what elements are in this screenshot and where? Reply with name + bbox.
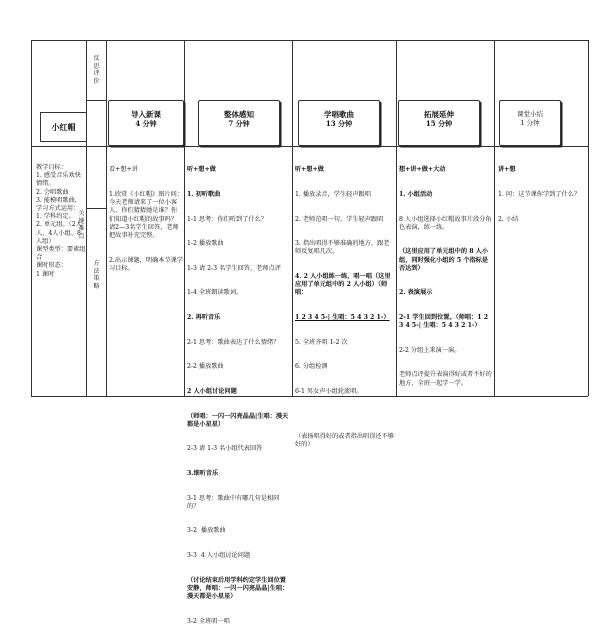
col1-step1: 1.欣赏《小红帽》图片问：今天老师请来了一位小客人，你们猜猜她是谁？你们知道小红帽的故事吗？请2—3名学生回答，老师把故事补充完整。: [109, 191, 183, 240]
phase-time: 1 分钟: [520, 119, 540, 127]
col4-step1a: 8 人小组选择小红帽故事片段分角色表演，练一练。: [399, 215, 492, 231]
left-col-divider: [86, 40, 87, 396]
phase-box-learn-song: [298, 100, 380, 146]
col2-step1a: 1-1 思考：你们听到了什么？: [187, 215, 267, 223]
phase-time: 13 分钟: [325, 119, 353, 128]
key-difficulty-label: 关键难点: [78, 210, 85, 240]
col4-step1b: （这里应用了单元组中的 8 人小组，同时强化小组的 5 个指标是否达到）: [399, 248, 489, 272]
spacer: [295, 413, 394, 417]
col4-divider: [396, 40, 397, 396]
col3-step-a: 1. 播放录音，学生轻声跟唱: [295, 191, 371, 199]
table-header-divider: [31, 146, 588, 147]
phase-title: 导入新课: [131, 110, 161, 119]
left-sub-divider-2: [86, 208, 106, 209]
col2-step1c: 1-3 请 2-3 名学生回答，老师点评: [187, 264, 281, 272]
col2-step2: 2. 再听音乐: [187, 314, 221, 322]
col3-step-h: （表扬唱得好的或者指出唱得还不够好的）: [295, 432, 394, 449]
col2-step3d: （讨论结束后用学科约定学生回位置安静，师唱：一闪一闪亮晶晶|生唱：漫天都是小星星）: [187, 576, 289, 600]
col1-divider: [106, 40, 107, 396]
col3-divider: [292, 40, 293, 396]
col2-step2c: 2 人小组讨论问题: [187, 387, 237, 395]
col5-step-a: 1. 问：这节课你学到了什么？: [498, 191, 581, 199]
col3-step-d2: 1 2 3 4 5-| 生唱：5 4 3 2 1-）: [295, 314, 390, 322]
phase-box-extension: [398, 100, 480, 146]
col2-step3b: 3-2 播放歌曲: [187, 527, 226, 535]
teaching-goals: 教学目标： 1. 感受音乐欢快情绪。 2. 会唱歌曲 3. 能模唱歌曲，学习方式运用： 1. 学科约定。 2. 单元组。（2人人、4人小组、8人组） 课型类型：要素组合 课时形态： 1 课时: [36, 164, 86, 278]
col2-step1: 1. 初听歌曲: [187, 191, 221, 199]
phase-box-perception: [198, 100, 280, 146]
table-top-border: [31, 40, 588, 41]
col4-heading: 想+讲+做+大动: [399, 166, 446, 174]
col4-step2a: 2-1 学生回到位置。（师唱：1 2 3 4 5-| 生唱：5 4 3 2 1-）: [399, 314, 491, 330]
col2-step2a: 2-1 思考：歌曲表达了什么情绪？: [187, 338, 280, 346]
col4-step2b: 2-2 分组上来演一演。: [399, 346, 461, 354]
col2-step2b: 2-2 播放歌曲: [187, 363, 224, 371]
phase-title: 学唱歌曲: [324, 110, 354, 119]
col5-heading: 讲+想: [498, 166, 516, 174]
phase-title: 拓展延伸: [424, 110, 454, 119]
phase-box-intro: [108, 100, 184, 146]
col2-content: [187, 150, 290, 642]
phase-box-summary: [499, 100, 561, 146]
col3-step-d1: 4. 2 人小组练一练，唱一唱（这里应用了单元组中的 2 人小组）（师唱：: [295, 273, 391, 297]
col2-step2e: 2-3 请 1-3 名小组代表回答: [187, 445, 263, 453]
phase-title: 整体感知: [224, 110, 254, 119]
col4-content: [399, 150, 492, 404]
col2-step3: 3.细听音乐: [187, 469, 219, 477]
phase-time: 4 分钟: [135, 119, 157, 128]
col4-step2: 2. 表演展示: [399, 289, 433, 297]
col3-step-c: 3. 指出唱得不够准确的地方，跟老师反复唱几次。: [295, 240, 390, 256]
col2-step1b: 1-2 播放歌曲: [187, 240, 224, 248]
left-sub-divider-1: [86, 100, 106, 101]
table-left-border: [31, 40, 32, 396]
col5-content: [498, 150, 584, 240]
col3-step-f: 6. 分组检测: [295, 363, 328, 371]
col5-step-b: 2. 小结: [498, 215, 519, 223]
phase-time: 7 分钟: [228, 119, 250, 128]
reflection-label: 反思评价: [93, 55, 100, 85]
col4-step1: 1. 小组活动: [399, 191, 433, 199]
col1-content: [109, 150, 183, 289]
col2-step2d: （师唱：一闪一闪亮晶晶|生唱：漫天都是小星星）: [187, 412, 289, 428]
col2-step1d: 1-4 全班朗读歌词。: [187, 289, 243, 297]
col2-step3c: 3-3 4 人小组讨论问题: [187, 551, 251, 559]
phase-time: 15 分钟: [425, 119, 453, 128]
col2-divider: [184, 40, 185, 396]
col3-content: [295, 150, 394, 466]
col1-step2: 2.出示课题，明确本节课学习目标。: [109, 256, 183, 272]
col3-step-g: 6-1 男女声小组轮流唱。: [295, 387, 363, 395]
col4-step2c: 老师点评提升表演得好或者不好的地方，全班一起学一学。: [399, 371, 492, 387]
col3-step-b: 2. 老师范唱一句，学生轻声跟唱: [295, 215, 384, 223]
phase-title: 课堂小结: [517, 110, 543, 118]
lesson-title: 小红帽: [51, 122, 76, 132]
col3-heading: 听+想+做: [295, 166, 324, 174]
col3-step-e: 5. 全班齐唱 1-2 次: [295, 338, 348, 346]
col2-step3a: 3-1 思考：歌曲中有哪几句是相同的？: [187, 494, 280, 510]
table-right-border: [588, 40, 589, 396]
lesson-title-box: [40, 112, 87, 142]
col2-step3e: 3-2 全班唱一唱: [187, 617, 230, 625]
method-strategy-label: 方法策略: [93, 260, 100, 290]
col1-heading: 看+想+讲: [109, 166, 138, 174]
col2-heading: 听+想+做: [187, 166, 216, 174]
col5-divider: [494, 40, 495, 396]
